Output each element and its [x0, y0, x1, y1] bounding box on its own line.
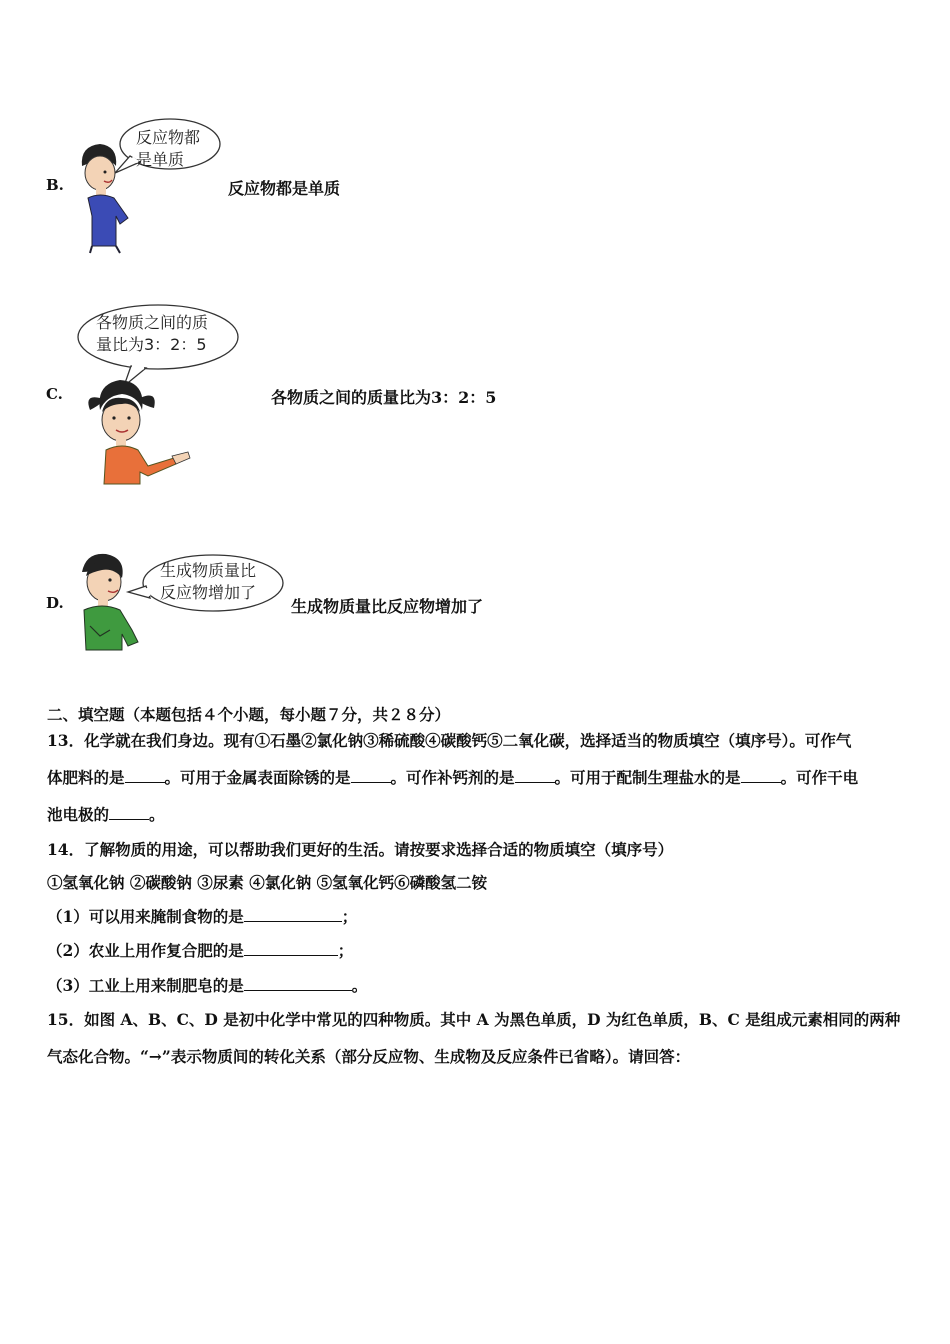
answer-blank[interactable]	[125, 768, 165, 783]
answer-blank[interactable]	[109, 805, 149, 820]
answer-blank[interactable]	[244, 907, 342, 922]
option-b-bubble-text: 反应物都 是单质	[136, 128, 201, 169]
q13-text: 。可作补钙剂的是	[390, 768, 515, 787]
answer-blank[interactable]	[351, 768, 391, 783]
option-c-text: 各物质之间的质量比为3：2：5	[271, 388, 497, 407]
q14-sub-end: ；	[341, 907, 358, 926]
section-heading: 二、填空题（本题包括４个小题，每小题７分，共２８分）	[47, 705, 451, 724]
q14-sub-end: ；	[337, 941, 354, 960]
option-d-bubble-text: 生成物质量比 反应物增加了	[160, 561, 257, 602]
option-c-bubble-text: 各物质之间的质 量比为3：2：5	[96, 313, 209, 354]
answer-blank[interactable]	[741, 768, 781, 783]
answer-blank[interactable]	[244, 941, 338, 956]
option-b	[0, 110, 950, 260]
q13-line-2	[47, 766, 858, 788]
option-d-letter: D.	[46, 594, 64, 612]
q14-line-1: 14．了解物质的用途，可以帮助我们更好的生活。请按要求选择合适的物质填空（填序号）	[47, 840, 674, 859]
q14-sub-1	[47, 905, 357, 927]
q13-text: 。可作干电	[780, 768, 859, 787]
answer-blank[interactable]	[244, 976, 352, 991]
q14-sub-text: （3）工业上用来制肥皂的是	[47, 976, 244, 995]
q14-sub-3	[47, 974, 367, 996]
q13-line-1: 13．化学就在我们身边。现有①石墨②氯化钠③稀硫酸④碳酸钙⑤二氧化碳，选择适当的物质填空（填序号）。可作气	[47, 731, 852, 750]
q15-line-1: 15．如图 A、B、C、D 是初中化学中常见的四种物质。其中 A 为黑色单质，D 为红色单质，B、C 是组成元素相同的两种	[47, 1010, 901, 1029]
option-c-letter: C.	[46, 385, 63, 403]
q14-sub-text: （2）农业上用作复合肥的是	[47, 941, 244, 960]
q13-text: 。	[149, 805, 165, 824]
q13-text: 。可用于金属表面除锈的是	[164, 768, 351, 787]
q14-sub-2	[47, 939, 353, 961]
option-d	[0, 540, 950, 660]
answer-blank[interactable]	[515, 768, 555, 783]
q13-text: 。可用于配制生理盐水的是	[554, 768, 741, 787]
option-d-text: 生成物质量比反应物增加了	[291, 597, 484, 616]
q13-line-3	[47, 803, 165, 825]
q14-sub-end: 。	[351, 976, 368, 995]
option-b-text: 反应物都是单质	[228, 179, 341, 198]
q13-text: 池电极的	[47, 805, 110, 824]
option-b-letter: B.	[46, 176, 64, 194]
q15-line-2: 气态化合物。“→”表示物质间的转化关系（部分反应物、生成物及反应条件已省略）。请回答：	[47, 1047, 691, 1066]
q14-sub-text: （1）可以用来腌制食物的是	[47, 907, 244, 926]
option-c	[0, 300, 950, 490]
q14-line-2: ①氢氧化钠 ②碳酸钠 ③尿素 ④氯化钠 ⑤氢氧化钙⑥磷酸氢二铵	[47, 873, 488, 892]
q13-text: 体肥料的是	[47, 768, 125, 787]
